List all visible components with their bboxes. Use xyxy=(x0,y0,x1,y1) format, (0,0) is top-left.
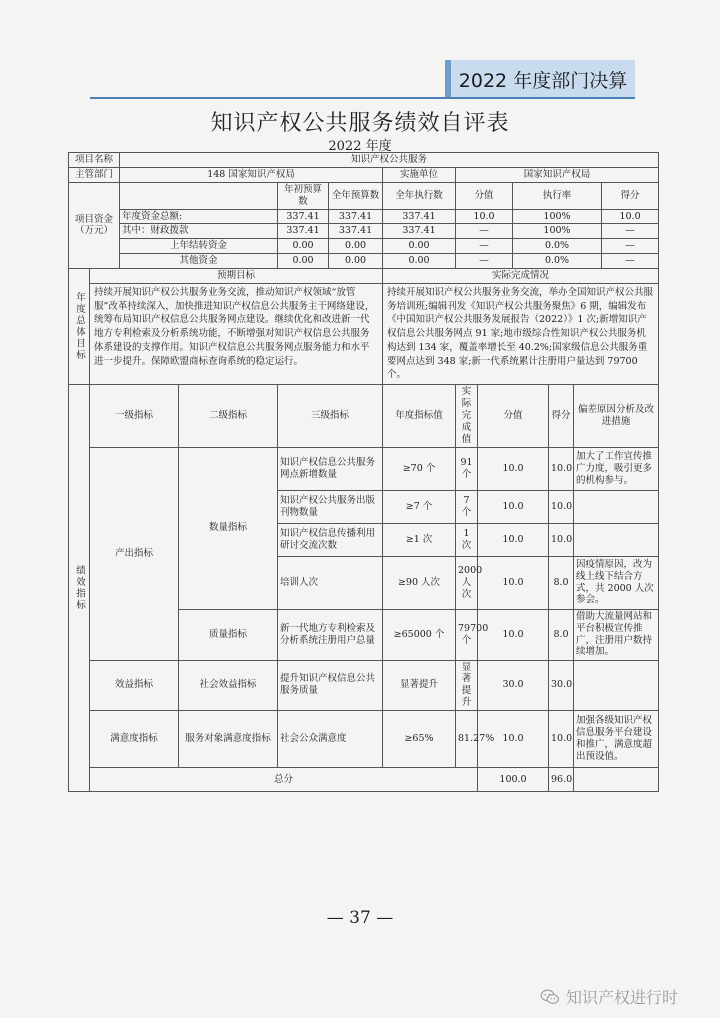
funds-cell: 337.41 xyxy=(278,224,329,239)
perf-header: 偏差原因分析及改进措施 xyxy=(574,385,659,447)
funds-header: 执行率 xyxy=(513,182,602,209)
funds-cell: 100% xyxy=(513,224,602,239)
perf-section-label: 绩效指标 xyxy=(69,385,90,792)
indicator-got: 8.0 xyxy=(549,556,574,609)
funds-row xyxy=(69,239,659,254)
perf-header: 二级指标 xyxy=(179,385,278,447)
funds-row-label: 上年结转资金 xyxy=(120,239,278,254)
indicator-actual: 2000 人次 xyxy=(456,556,478,609)
dept-label: 主管部门 xyxy=(69,167,120,182)
funds-row-label: 年度资金总额: xyxy=(120,209,278,224)
funds-cell: — xyxy=(456,239,513,254)
watermark xyxy=(540,985,678,1008)
social-benefit-label: 社会效益指标 xyxy=(179,660,278,711)
perf-header: 得分 xyxy=(549,385,574,447)
quantity-indicator-label: 数量指标 xyxy=(179,447,278,609)
indicator-target: ≥1 次 xyxy=(383,523,456,556)
perf-header: 实际完成值 xyxy=(456,385,478,447)
funds-cell: 0.00 xyxy=(329,239,383,254)
indicator-name: 知识产权信息传播利用研讨交流次数 xyxy=(278,523,383,556)
funds-section-label: 项目资金（万元） xyxy=(69,182,120,268)
indicator-note xyxy=(574,660,659,711)
funds-cell: 100% xyxy=(513,209,602,224)
perf-header: 三级指标 xyxy=(278,385,383,447)
indicator-name: 新一代地方专利检索及分析系统注册用户总量 xyxy=(278,609,383,660)
perf-header-row xyxy=(69,385,659,447)
indicator-got: 30.0 xyxy=(549,660,574,711)
indicator-target: ≥70 个 xyxy=(383,447,456,490)
indicator-name: 知识产权信息公共服务网点新增数量 xyxy=(278,447,383,490)
actual-goal-text: 持续开展知识产权公共服务业务交流，举办全国知识产权公共服务培训班;编辑刊发《知识产权公共服务聚焦》6 期，编辑发布《中国知识产权公共服务发展报告（2022）》1 次;新增知识产权信息公共服务网点 91 家;地市级综合性知识产权公共服务机构达到 134 家，覆盖率增长至 40.2%;国家级信息公共服务重要网点达到 348 家;新一代系统累计注册用户量达到 79700 个。 xyxy=(383,283,659,384)
indicator-target: ≥90 人次 xyxy=(383,556,456,609)
funds-row-label: 其他资金 xyxy=(120,254,278,269)
report-header-badge xyxy=(445,60,635,98)
funds-header: 得分 xyxy=(602,182,659,209)
indicator-note xyxy=(574,490,659,523)
total-row xyxy=(69,768,659,792)
funds-row xyxy=(69,209,659,224)
funds-cell: 337.41 xyxy=(329,224,383,239)
indicator-actual: 1 次 xyxy=(456,523,478,556)
impl-label: 实施单位 xyxy=(383,167,456,182)
indicator-got: 10.0 xyxy=(549,711,574,768)
total-note xyxy=(574,768,659,792)
funds-cell: 0.00 xyxy=(329,254,383,269)
perf-row xyxy=(69,447,659,490)
satisfaction-indicator-label: 满意度指标 xyxy=(90,711,179,768)
perf-header: 一级指标 xyxy=(90,385,179,447)
goals-header-row xyxy=(69,269,659,284)
watermark-text: 知识产权进行时 xyxy=(566,988,679,1007)
indicator-name: 培训人次 xyxy=(278,556,383,609)
project-name-label: 项目名称 xyxy=(69,153,120,168)
indicator-target: ≥7 个 xyxy=(383,490,456,523)
indicator-name: 知识产权公共服务出版刊物数量 xyxy=(278,490,383,523)
indicator-got: 10.0 xyxy=(549,523,574,556)
funds-cell: 0.00 xyxy=(383,239,456,254)
indicator-got: 10.0 xyxy=(549,447,574,490)
total-label: 总分 xyxy=(90,768,478,792)
perf-header: 年度指标值 xyxy=(383,385,456,447)
indicator-actual: 79700 个 xyxy=(456,609,478,660)
indicator-actual: 91 个 xyxy=(456,447,478,490)
goals-section-label: 年度总体目标 xyxy=(69,269,90,385)
indicator-score: 30.0 xyxy=(478,660,549,711)
funds-header: 全年执行数 xyxy=(383,182,456,209)
indicator-score: 10.0 xyxy=(478,711,549,768)
total-score: 100.0 xyxy=(478,768,549,792)
project-name-value: 知识产权公共服务 xyxy=(120,153,659,168)
perf-header: 分值 xyxy=(478,385,549,447)
funds-cell: — xyxy=(602,239,659,254)
indicator-actual: 7 个 xyxy=(456,490,478,523)
funds-header: 全年预算数 xyxy=(329,182,383,209)
funds-cell: 10.0 xyxy=(456,209,513,224)
funds-row-label: 其中：财政拨款 xyxy=(120,224,278,239)
funds-cell: 0.0% xyxy=(513,239,602,254)
funds-cell: 337.41 xyxy=(383,209,456,224)
indicator-note: 借助大流量网站和平台积极宣传推广，注册用户数持续增加。 xyxy=(574,609,659,660)
report-year: 2022 年度 xyxy=(328,139,392,154)
total-got: 96.0 xyxy=(549,768,574,792)
funds-cell: — xyxy=(602,254,659,269)
funds-cell: 337.41 xyxy=(383,224,456,239)
performance-table xyxy=(68,152,659,792)
report-header-label: 2022 年度部门决算 xyxy=(458,69,628,92)
expected-goal-text: 持续开展知识产权公共服务业务交流，推动知识产权领域“放管服”改革持续深入，加快推进知识产权信息公共服务主干网络建设，统筹布局知识产权信息公共服务网点建设。继续优化和改进新一代地方专利检索及分析系统功能，不断增强对知识产权信息公共服务体系建设的支撑作用。知识产权信息公共服务网点服务能力和水平进一步提升。保障欧盟商标查询系统的稳定运行。 xyxy=(90,283,383,384)
perf-row xyxy=(69,660,659,711)
funds-cell: 0.00 xyxy=(278,239,329,254)
indicator-target: ≥65% xyxy=(383,711,456,768)
quality-indicator-label: 质量指标 xyxy=(179,609,278,660)
funds-blank-header xyxy=(120,182,278,209)
indicator-note: 加强各级知识产权信息服务平台建设和推广，满意度超出预设值。 xyxy=(574,711,659,768)
funds-header: 年初预算数 xyxy=(278,182,329,209)
expected-goal-header: 预期目标 xyxy=(90,269,383,284)
indicator-score: 10.0 xyxy=(478,609,549,660)
header-rule xyxy=(90,97,635,99)
indicator-got: 10.0 xyxy=(549,490,574,523)
indicator-target: ≥65000 个 xyxy=(383,609,456,660)
funds-row xyxy=(69,254,659,269)
impl-value: 国家知识产权局 xyxy=(456,167,659,182)
goals-text-row xyxy=(69,283,659,384)
funds-header-row xyxy=(69,182,659,209)
funds-cell: — xyxy=(602,224,659,239)
project-name-row xyxy=(69,153,659,168)
dept-value: 148 国家知识产权局 xyxy=(120,167,383,182)
indicator-score: 10.0 xyxy=(478,556,549,609)
indicator-got: 8.0 xyxy=(549,609,574,660)
funds-cell: 0.00 xyxy=(278,254,329,269)
indicator-score: 10.0 xyxy=(478,490,549,523)
wechat-icon xyxy=(540,989,560,1005)
perf-row xyxy=(69,711,659,768)
funds-cell: 10.0 xyxy=(602,209,659,224)
indicator-actual: 81.27% xyxy=(456,711,478,768)
output-indicator-label: 产出指标 xyxy=(90,447,179,660)
indicator-target: 显著提升 xyxy=(383,660,456,711)
funds-cell: 337.41 xyxy=(329,209,383,224)
page-title: 知识产权公共服务绩效自评表 xyxy=(210,111,510,136)
funds-cell: 0.00 xyxy=(383,254,456,269)
indicator-name: 提升知识产权信息公共服务质量 xyxy=(278,660,383,711)
indicator-note xyxy=(574,523,659,556)
indicator-score: 10.0 xyxy=(478,447,549,490)
indicator-actual: 显著提升 xyxy=(456,660,478,711)
funds-cell: 337.41 xyxy=(278,209,329,224)
dept-row xyxy=(69,167,659,182)
indicator-name: 社会公众满意度 xyxy=(278,711,383,768)
funds-row xyxy=(69,224,659,239)
indicator-score: 10.0 xyxy=(478,523,549,556)
funds-cell: — xyxy=(456,224,513,239)
funds-cell: 0.0% xyxy=(513,254,602,269)
service-satisfaction-label: 服务对象满意度指标 xyxy=(179,711,278,768)
funds-cell: — xyxy=(456,254,513,269)
page-number: — 37 — xyxy=(326,908,394,928)
funds-header: 分值 xyxy=(456,182,513,209)
actual-goal-header: 实际完成情况 xyxy=(383,269,659,284)
indicator-note: 加大了工作宣传推广力度，吸引更多的机构参与。 xyxy=(574,447,659,490)
benefit-indicator-label: 效益指标 xyxy=(90,660,179,711)
indicator-note: 因疫情原因，改为线上线下结合方式，共 2000 人次参会。 xyxy=(574,556,659,609)
